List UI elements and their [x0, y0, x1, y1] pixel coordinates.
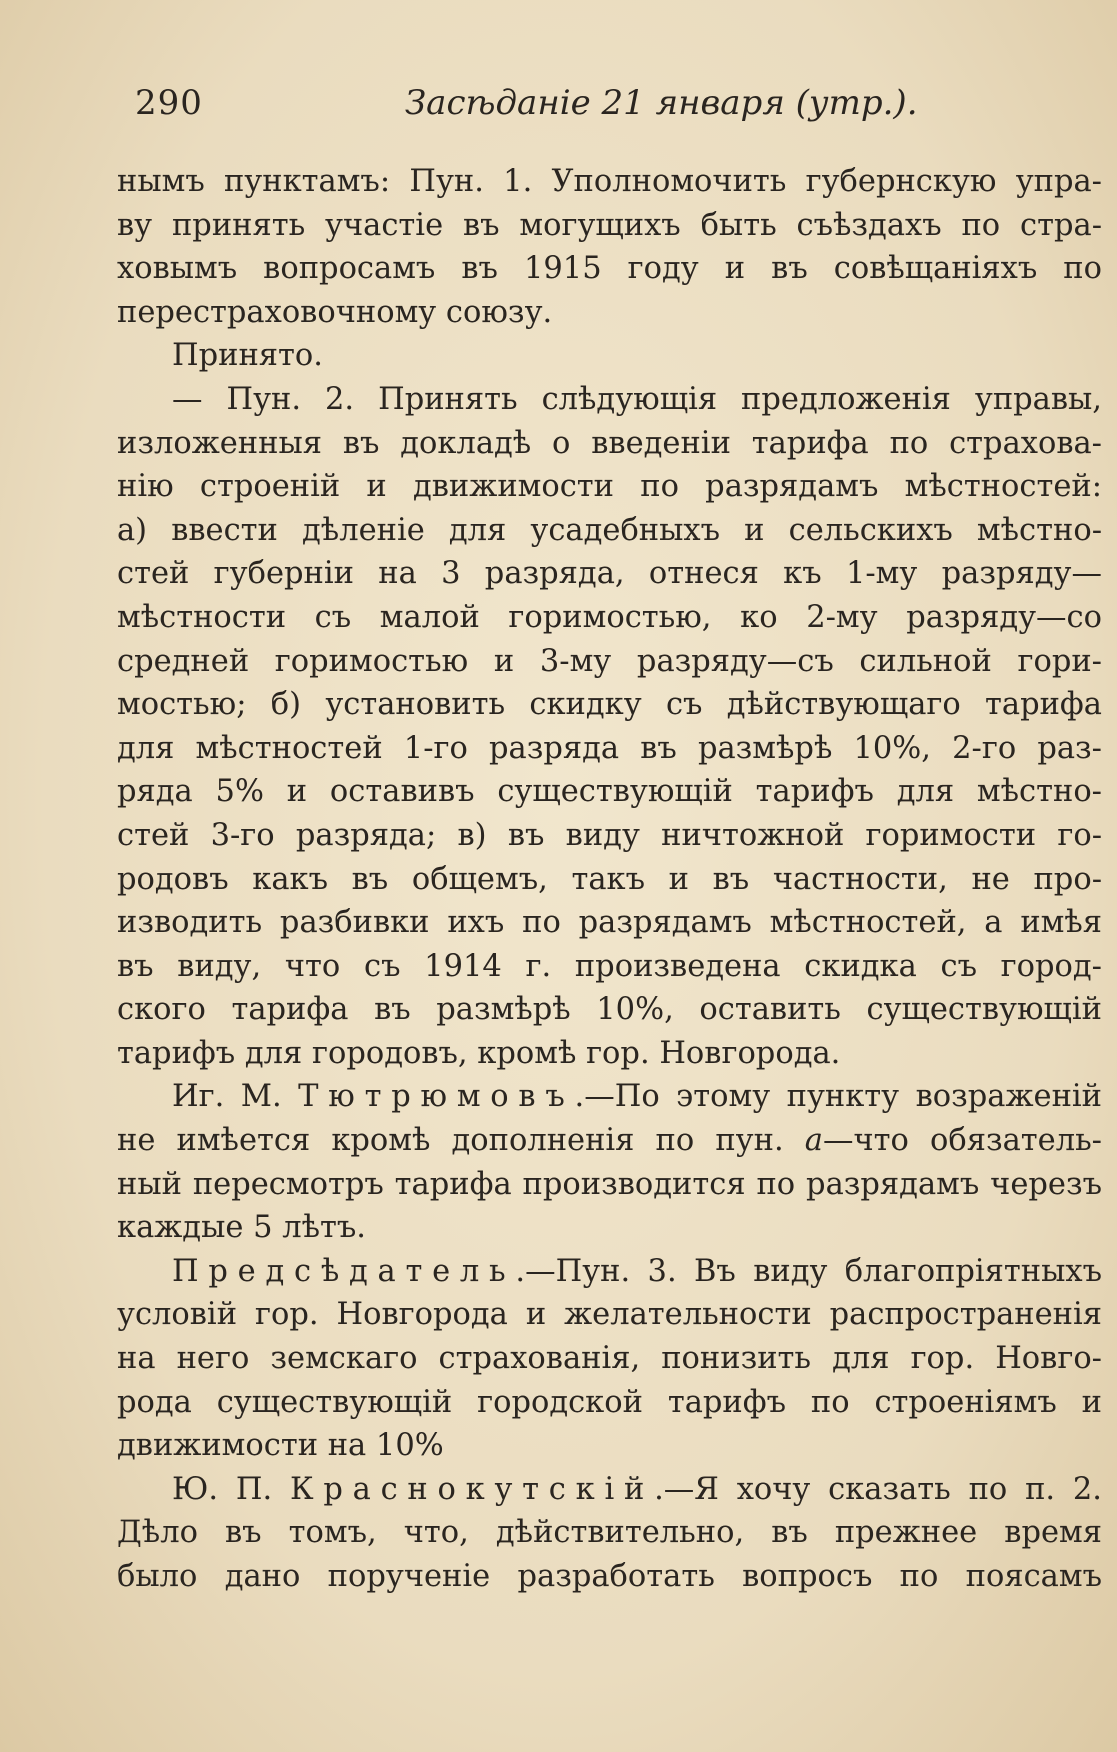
text-line: для мѣстностей 1-го разряда въ размѣрѣ 10%, 2-го раз- [117, 730, 1102, 766]
text-line: Дѣло въ томъ, что, дѣйствительно, въ прежнее время [117, 1515, 1102, 1551]
text-line: ховымъ вопросамъ въ 1915 году и въ совѣщаніяхъ по [117, 251, 1102, 287]
text-line: въ виду, что съ 1914 г. произведена скидка съ город- [117, 948, 1102, 984]
text-line: ского тарифа въ размѣрѣ 10%, оставить существующій [117, 992, 1102, 1028]
text-line: Предсѣдатель.—Пун. 3. Въ виду благопріятныхъ [172, 1253, 1102, 1289]
text-line: Принято. [172, 338, 323, 374]
text-line: тарифъ для городовъ, кромѣ гор. Новгорода. [117, 1035, 841, 1071]
text-line: — Пун. 2. Принять слѣдующія предложенія управы, [172, 381, 1102, 417]
text-line: стей 3-го разряда; в) въ виду ничтожной горимости го- [117, 817, 1102, 853]
text-line: а) ввести дѣленіе для усадебныхъ и сельскихъ мѣстно- [117, 512, 1102, 548]
text-line: мѣстности съ малой горимостью, ко 2-му разряду—со [117, 599, 1102, 635]
text-line: не имѣется кромѣ дополненія по пун. а—что обязатель- [117, 1123, 1102, 1159]
item-letter: а [804, 1123, 823, 1159]
speaker-name: Предсѣдатель [172, 1253, 516, 1289]
text-line: изводить разбивки ихъ по разрядамъ мѣстностей, а имѣя [117, 905, 1102, 941]
speaker-name: Тютрюмовъ [298, 1079, 575, 1115]
text-line: стей губерніи на 3 разряда, отнеся къ 1-му разряду— [117, 556, 1102, 592]
text-line: ный пересмотръ тарифа производится по разрядамъ черезъ [117, 1166, 1102, 1202]
text-line: Ю. П. Краснокутскій.—Я хочу сказать по п. 2. [172, 1471, 1102, 1507]
text-line: перестраховочному союзу. [117, 294, 553, 330]
text-line: средней горимостью и 3-му разряду—съ сильной гори- [117, 643, 1102, 679]
page-number: 290 [135, 83, 203, 123]
text-line: родовъ какъ въ общемъ, такъ и въ частности, не про- [117, 861, 1102, 897]
text-line: нымъ пунктамъ: Пун. 1. Уполномочить губернскую упра- [117, 164, 1102, 199]
text-line: Иг. М. Тютрюмовъ.—По этому пункту возраженій [172, 1079, 1102, 1115]
page-header [135, 78, 980, 128]
text-line: нію строеній и движимости по разрядамъ мѣстностей: [117, 469, 1102, 505]
text-line: было дано порученіе разработать вопросъ по поясамъ [117, 1559, 1102, 1594]
text-line: ряда 5% и оставивъ существующій тарифъ для мѣстно- [117, 774, 1102, 810]
text-line: мостью; б) установить скидку съ дѣйствующаго тарифа [117, 687, 1102, 723]
text-line: на него земскаго страхованія, понизить для гор. Новго- [117, 1341, 1102, 1377]
text-line: ву принять участіе въ могущихъ быть съѣздахъ по стра- [117, 207, 1102, 243]
text-line: движимости на 10% [117, 1428, 444, 1464]
text-line: рода существующій городской тарифъ по строеніямъ и [117, 1384, 1102, 1420]
running-title: Засѣданіе 21 января (утр.). [405, 83, 918, 123]
page-body [117, 160, 1102, 1599]
text-line: изложенныя въ докладѣ о введеніи тарифа по страхова- [117, 425, 1102, 461]
text-line: каждые 5 лѣтъ. [117, 1210, 366, 1246]
text-line: условій гор. Новгорода и желательности распространенія [117, 1297, 1102, 1333]
speaker-name: Краснокутскій [289, 1471, 655, 1507]
